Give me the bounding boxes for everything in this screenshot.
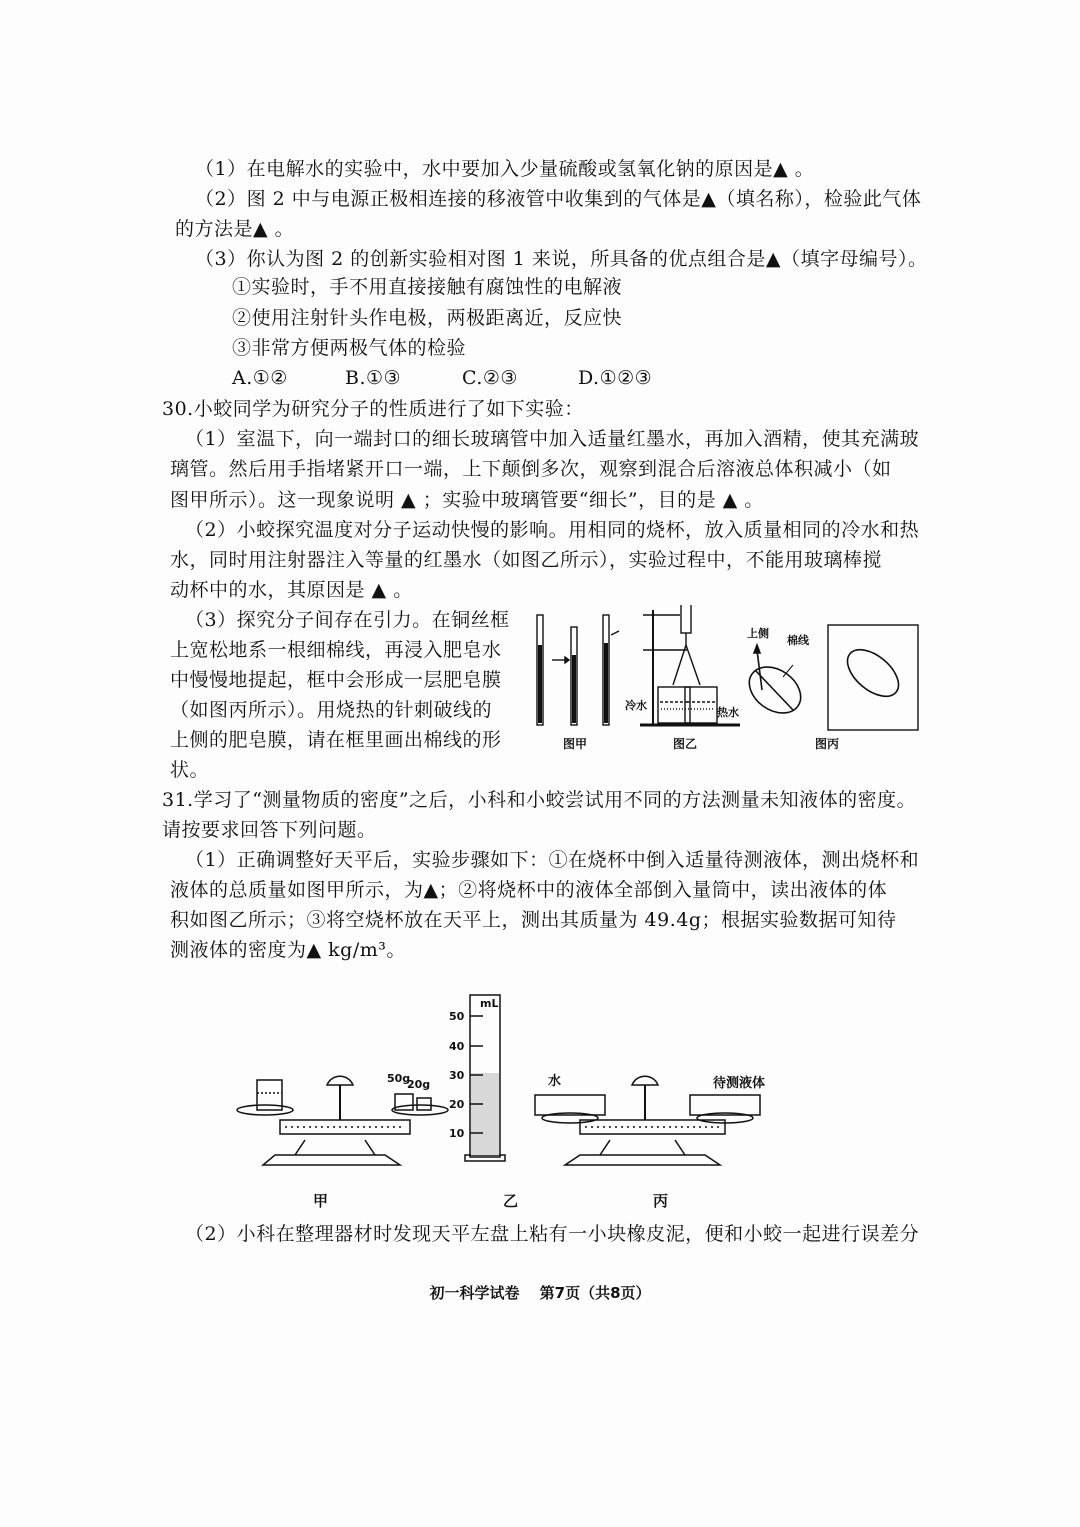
q29-option-3: ③非常方便两极气体的检验 [232,337,467,359]
q30-part3-line1: （3）探究分子间存在引力。在铜丝框 [185,609,510,631]
q29-part2-line1: （2）图 2 中与电源正极相连接的移液管中收集到的气体是▲（填名称），检验此气体 [195,188,922,210]
q30-part3-line2: 上宽松地系一根细棉线，再浸入肥皂水 [170,639,502,661]
hot-water-label: 热水 [717,706,739,719]
cylinder-tick-30: 30 [449,1069,465,1082]
cotton-thread-label: 棉线 [787,634,809,647]
fig-31-jia-label: 甲 [313,1192,329,1210]
q30-figures [525,605,925,755]
q29-choice-b: B.①③ [345,367,402,389]
graduated-cylinder [465,995,505,1161]
q29-option-1: ①实验时，手不用直接接触有腐蚀性的电解液 [232,276,623,298]
q29-choice-c: C.②③ [462,367,518,389]
q30-part1-line3: 图甲所示）。这一现象说明 ▲ ；实验中玻璃管要“细长”，目的是 ▲ 。 [170,489,764,511]
test-liquid-label: 待测液体 [713,1076,766,1091]
fig-jia-tubes [537,615,619,725]
fig-yi-caption: 图乙 [673,737,698,751]
q29-part2-line2: 的方法是▲ 。 [175,218,295,240]
cylinder-tick-40: 40 [449,1040,465,1053]
q31-part1-line2: 液体的总质量如图甲所示，为▲；②将烧杯中的液体全部倒入量筒中，读出液体的体 [170,879,888,901]
cylinder-tick-50: 50 [449,1010,465,1023]
q31-part1-line3: 积如图乙所示；③将空烧杯放在天平上，测出其质量为 49.4g；根据实验数据可知待 [170,909,897,931]
upper-side-label: 上侧 [747,627,769,640]
q30-part3-line5: 上侧的肥皂膜，请在框里画出棉线的形 [170,729,502,751]
q31-part2: （2）小科在整理器材时发现天平左盘上粘有一小块橡皮泥，便和小蛟一起进行误差分 [185,1223,920,1245]
fig-31-yi-label: 乙 [503,1192,519,1210]
q29-part1: （1）在电解水的实验中，水中要加入少量硫酸或氢氧化钠的原因是▲ 。 [195,158,815,180]
q31-part1-line4: 测液体的密度为▲ kg/m³。 [170,939,406,961]
q30-stem: 30.小蛟同学为研究分子的性质进行了如下实验： [162,398,584,420]
q30-part3-line6: 状。 [170,759,210,781]
q29-part3: （3）你认为图 2 的创新实验相对图 1 来说，所具备的优点组合是▲（填字母编号）。 [195,248,928,270]
q29-choice-a: A.①② [232,367,288,389]
cold-water-label: 冷水 [625,699,647,712]
q31-stem-line1: 31.学习了“测量物质的密度”之后，小科和小蛟尝试用不同的方法测量未知液体的密度。 [162,789,917,811]
q30-part3-line3: 中慢慢地提起，框中会形成一层肥皂膜 [170,669,502,691]
weight-50g-label: 50g [387,1072,411,1085]
weight-20g-label: 20g [407,1078,431,1091]
cylinder-unit: mL [480,997,499,1010]
fig-31-bing-label: 丙 [653,1192,669,1210]
cylinder-tick-10: 10 [449,1127,465,1140]
cylinder-tick-20: 20 [449,1098,465,1111]
fig-bing-caption: 图丙 [815,737,840,751]
fig-jia-caption: 图甲 [563,737,588,751]
q30-part1-line1: （1）室温下，向一端封口的细长玻璃管中加入适量红墨水，再加入酒精，使其充满玻 [185,428,920,450]
q29-option-2: ②使用注射针头作电极，两极距离近，反应快 [232,307,623,329]
q31-part1-line1: （1）正确调整好天平后，实验步骤如下：①在烧杯中倒入适量待测液体，测出烧杯和 [185,849,920,871]
water-label: 水 [548,1074,562,1089]
q31-figures-svg [235,990,795,1215]
q29-choice-d: D.①②③ [578,367,653,389]
q31-figures [235,990,795,1215]
q31-stem-line2: 请按要求回答下列问题。 [162,819,377,841]
q30-part2-line1: （2）小蛟探究温度对分子运动快慢的影响。用相同的烧杯，放入质量相同的冷水和热 [185,519,920,541]
q30-part2-line3: 动杯中的水，其原因是 ▲ 。 [170,579,413,601]
q30-part3-line4: （如图丙所示）。用烧热的针刺破线的 [170,699,493,721]
q30-figures-svg [525,605,925,755]
q30-part2-line2: 水，同时用注射器注入等量的红墨水（如图乙所示），实验过程中，不能用玻璃棒搅 [170,549,883,571]
q30-part1-line2: 璃管。然后用手指堵紧开口一端，上下颠倒多次，观察到混合后溶液总体积减小（如 [170,458,892,480]
page-footer: 初一科学试卷 第7页（共8页） [429,1284,651,1302]
